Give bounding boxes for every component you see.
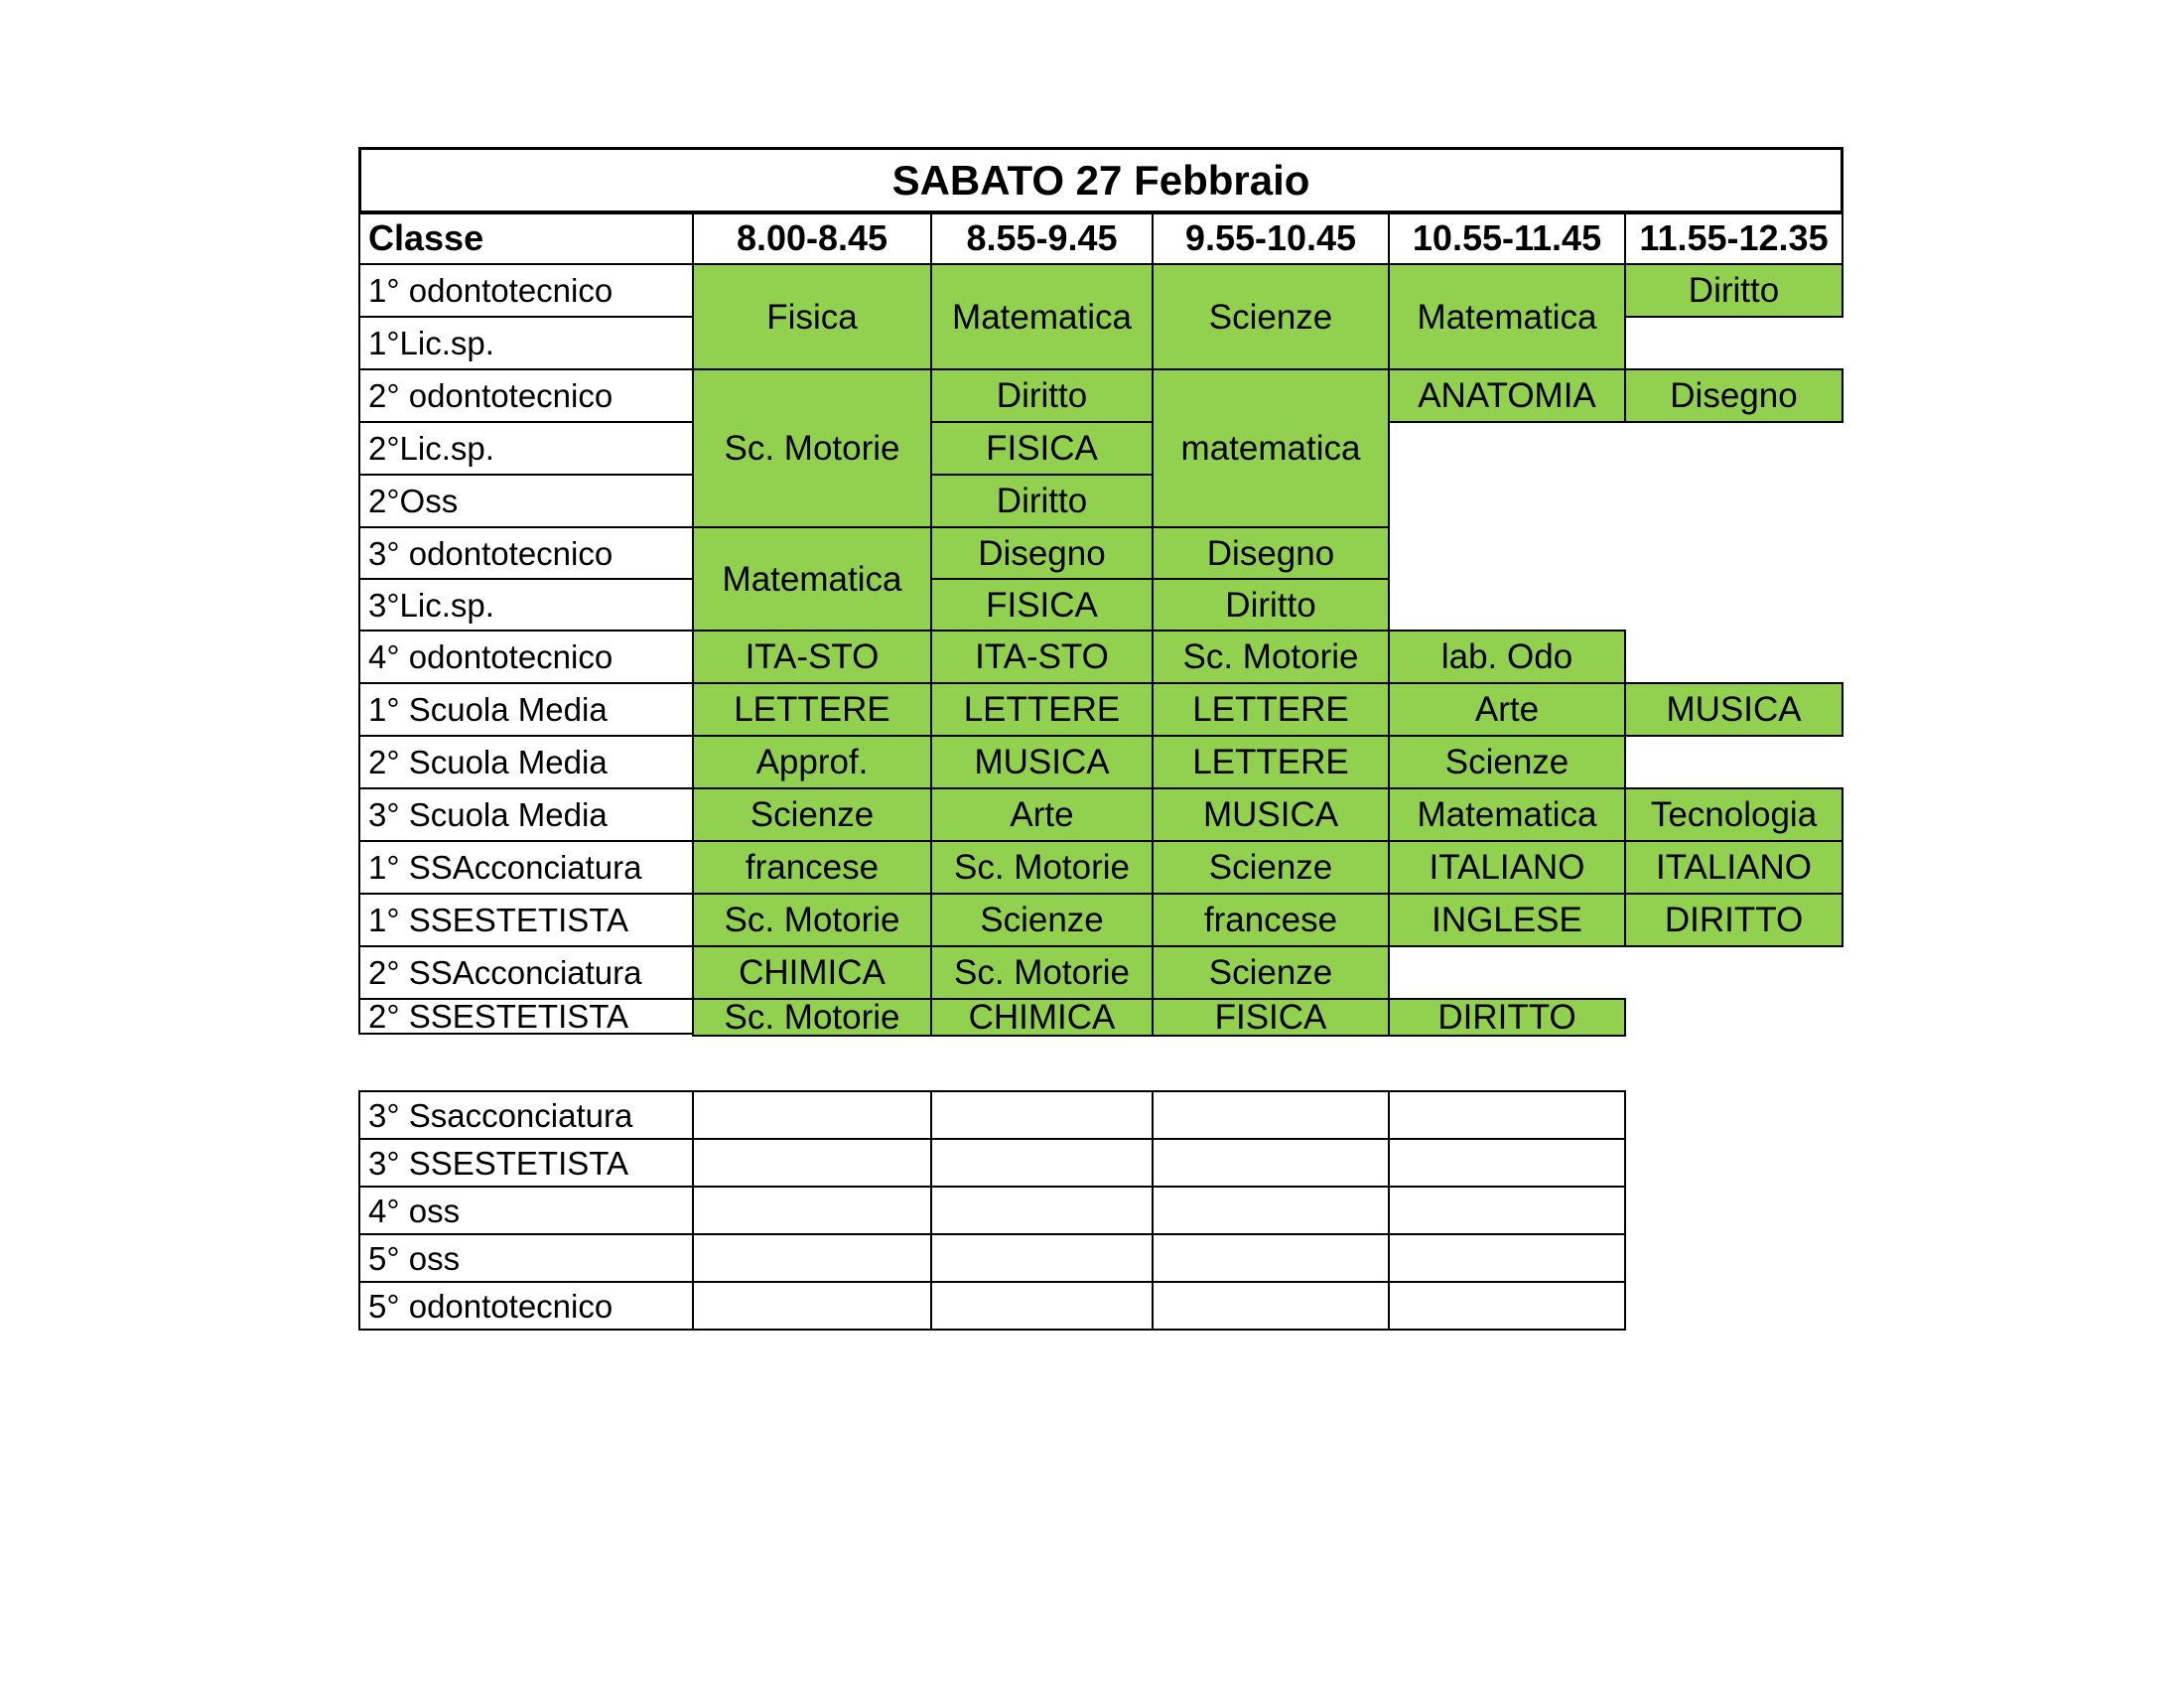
lesson-cell: Sc. Motorie <box>930 945 1154 1000</box>
empty-slot-cell <box>692 1233 932 1283</box>
header-time-slot: 11.55-12.35 <box>1624 211 1843 265</box>
lesson-cell: Matematica <box>1388 787 1626 842</box>
empty-slot-cell <box>692 1138 932 1188</box>
empty-slot-cell <box>1388 1138 1626 1188</box>
lesson-cell: DIRITTO <box>1624 893 1843 947</box>
lesson-cell: Matematica <box>1388 263 1626 370</box>
empty-slot-cell <box>930 1138 1154 1188</box>
lesson-cell: Diritto <box>930 474 1154 528</box>
lesson-cell: MUSICA <box>1624 682 1843 737</box>
lesson-cell: Sc. Motorie <box>692 998 932 1037</box>
class-name-cell: 2° odontotecnico <box>358 368 694 423</box>
class-name-cell: 2° SSESTETISTA <box>358 998 694 1035</box>
header-time-slot: 9.55-10.45 <box>1152 211 1390 265</box>
lesson-cell: Disegno <box>1624 368 1843 423</box>
lesson-cell: Diritto <box>930 368 1154 423</box>
lesson-cell: Disegno <box>1152 526 1390 580</box>
empty-slot-cell <box>692 1090 932 1140</box>
empty-slot-cell <box>1388 1233 1626 1283</box>
lesson-cell: LETTERE <box>1152 682 1390 737</box>
other-class-name-cell: 5° odontotecnico <box>358 1281 694 1331</box>
lesson-cell: FISICA <box>930 578 1154 632</box>
lesson-cell: Fisica <box>692 263 932 370</box>
lesson-cell: MUSICA <box>1152 787 1390 842</box>
lesson-cell: francese <box>692 840 932 895</box>
class-name-cell: 2°Oss <box>358 474 694 528</box>
header-time-slot: 8.55-9.45 <box>930 211 1154 265</box>
class-name-cell: 2° Scuola Media <box>358 735 694 789</box>
class-name-cell: 1° Scuola Media <box>358 682 694 737</box>
header-time-slot: 8.00-8.45 <box>692 211 932 265</box>
class-name-cell: 1°Lic.sp. <box>358 316 694 370</box>
lesson-cell: MUSICA <box>930 735 1154 789</box>
lesson-cell: francese <box>1152 893 1390 947</box>
empty-slot-cell <box>930 1281 1154 1331</box>
lesson-cell: lab. Odo <box>1388 630 1626 684</box>
lesson-cell: Tecnologia <box>1624 787 1843 842</box>
empty-slot-cell <box>930 1186 1154 1235</box>
lesson-cell: FISICA <box>1152 998 1390 1037</box>
lesson-cell: Disegno <box>930 526 1154 580</box>
empty-slot-cell <box>1388 1186 1626 1235</box>
lesson-cell: ITA-STO <box>930 630 1154 684</box>
lesson-cell: Matematica <box>692 526 932 632</box>
other-class-name-cell: 3° SSESTETISTA <box>358 1138 694 1188</box>
lesson-cell: INGLESE <box>1388 893 1626 947</box>
lesson-cell: ITALIANO <box>1624 840 1843 895</box>
lesson-cell: DIRITTO <box>1388 998 1626 1037</box>
lesson-cell: Diritto <box>1152 578 1390 632</box>
lesson-cell: Scienze <box>1388 735 1626 789</box>
lesson-cell: Sc. Motorie <box>1152 630 1390 684</box>
lesson-cell: Approf. <box>692 735 932 789</box>
class-name-cell: 1° SSAcconciatura <box>358 840 694 895</box>
empty-slot-cell <box>1152 1138 1390 1188</box>
empty-slot-cell <box>1388 1090 1626 1140</box>
header-time-slot: 10.55-11.45 <box>1388 211 1626 265</box>
lesson-cell: LETTERE <box>930 682 1154 737</box>
lesson-cell: matematica <box>1152 368 1390 528</box>
class-name-cell: 2° SSAcconciatura <box>358 945 694 1000</box>
class-name-cell: 1° SSESTETISTA <box>358 893 694 947</box>
lesson-cell: FISICA <box>930 421 1154 476</box>
lesson-cell: Scienze <box>1152 263 1390 370</box>
lesson-cell: Scienze <box>1152 840 1390 895</box>
lesson-cell: Sc. Motorie <box>692 893 932 947</box>
lesson-cell: Arte <box>1388 682 1626 737</box>
class-name-cell: 1° odontotecnico <box>358 263 694 318</box>
lesson-cell: LETTERE <box>692 682 932 737</box>
other-class-name-cell: 4° oss <box>358 1186 694 1235</box>
empty-slot-cell <box>1152 1233 1390 1283</box>
lesson-cell: Scienze <box>1152 945 1390 1000</box>
lesson-cell: ITA-STO <box>692 630 932 684</box>
lesson-cell: Sc. Motorie <box>930 840 1154 895</box>
class-name-cell: 3° Scuola Media <box>358 787 694 842</box>
empty-slot-cell <box>1152 1186 1390 1235</box>
lesson-cell: Scienze <box>692 787 932 842</box>
class-name-cell: 3° odontotecnico <box>358 526 694 580</box>
timetable-title: SABATO 27 Febbraio <box>358 147 1843 214</box>
empty-slot-cell <box>1152 1090 1390 1140</box>
lesson-cell: CHIMICA <box>692 945 932 1000</box>
class-name-cell: 4° odontotecnico <box>358 630 694 684</box>
empty-slot-cell <box>692 1281 932 1331</box>
lesson-cell: Sc. Motorie <box>692 368 932 528</box>
header-class-label: Classe <box>358 211 694 265</box>
lesson-cell: ITALIANO <box>1388 840 1626 895</box>
lesson-cell: Matematica <box>930 263 1154 370</box>
lesson-cell: ANATOMIA <box>1388 368 1626 423</box>
empty-slot-cell <box>1152 1281 1390 1331</box>
lesson-cell: Scienze <box>930 893 1154 947</box>
other-class-name-cell: 3° Ssacconciatura <box>358 1090 694 1140</box>
lesson-cell: LETTERE <box>1152 735 1390 789</box>
lesson-cell: Arte <box>930 787 1154 842</box>
empty-slot-cell <box>930 1233 1154 1283</box>
empty-slot-cell <box>1388 1281 1626 1331</box>
empty-slot-cell <box>692 1186 932 1235</box>
empty-slot-cell <box>930 1090 1154 1140</box>
lesson-cell: CHIMICA <box>930 998 1154 1037</box>
other-class-name-cell: 5° oss <box>358 1233 694 1283</box>
class-name-cell: 2°Lic.sp. <box>358 421 694 476</box>
lesson-cell: Diritto <box>1624 263 1843 318</box>
class-name-cell: 3°Lic.sp. <box>358 578 694 632</box>
